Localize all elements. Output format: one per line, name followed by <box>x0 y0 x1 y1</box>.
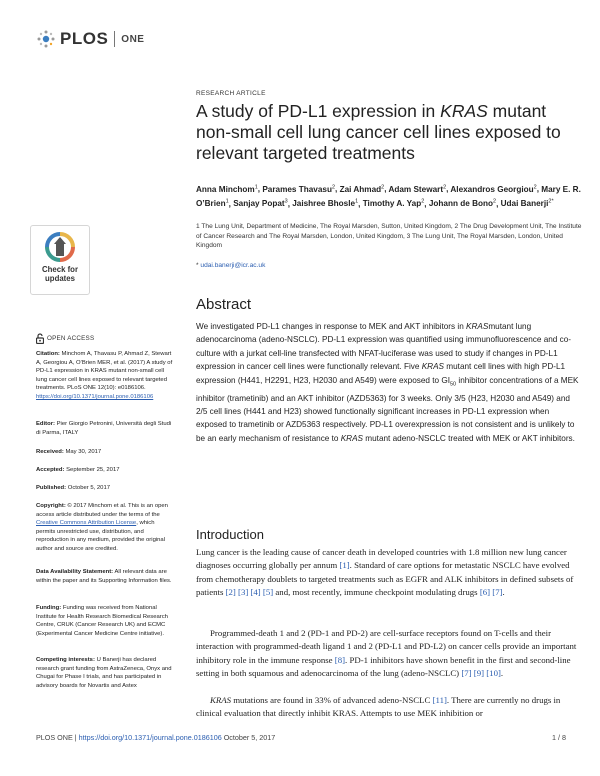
plos-logo-icon <box>36 29 56 49</box>
citation-ref[interactable]: [11] <box>432 695 447 705</box>
open-access-label: OPEN ACCESS <box>36 333 94 344</box>
citation-ref[interactable]: [8] <box>334 654 346 665</box>
citation-ref[interactable]: [2] [3] [4] [5] <box>225 587 274 598</box>
author-affiliation-marker: 2 <box>533 184 537 190</box>
check-for-updates-label: Check for updates <box>42 265 78 283</box>
author-affiliation-marker: 2 <box>493 198 497 205</box>
competing-interests-block: Competing interests: U Banerji has declared research grant funding from AstraZeneca, Onyx and Chugai for Phase I trials, and has participated in advisory boards for Novartis and Astex <box>36 657 172 689</box>
article-type: RESEARCH ARTICLE <box>196 90 266 97</box>
footer-doi-link[interactable]: https://doi.org/10.1371/journal.pone.0186106 <box>78 733 222 742</box>
author-affiliation-marker: 3 <box>284 198 288 205</box>
intro-paragraph-1: Lung cancer is the leading cause of cancer death in developed countries with 1.8 million new lung cancer diagnoses occurring globally per annum [1]. Standard of care options for metastatic NSCLC have evolved from chemotherapy doublets to targeted treatments such as EGFR and ALK inhibitors in defined subsets of patients [2] [3] [4] [5] and, most recently, immune checkpoint modulating drugs [6] [7]. <box>196 547 574 598</box>
author-affiliation-marker: 2* <box>548 198 554 205</box>
page-footer <box>36 733 566 742</box>
author-affiliation-marker: 2 <box>331 184 336 190</box>
logo-plos-text: PLOS <box>60 29 109 48</box>
published-date: Published: October 5, 2017 <box>36 485 110 491</box>
intro-paragraph-3: KRAS mutations are found in 33% of advanced adeno-NSCLC [11]. There are currently no drugs in clinical evaluation that directly inhibit KRAS. Attempts to use MEK inhibition or <box>196 695 561 719</box>
author-name: Adam Stewart$^2$ <box>388 184 447 194</box>
citation-doi-link[interactable]: https://doi.org/10.1371/journal.pone.0186106 <box>36 393 154 400</box>
plos-one-logo[interactable] <box>36 28 144 50</box>
author-name: Parames Thavasu$^2$ <box>262 184 336 194</box>
article-title: A study of PD-L1 expression in KRAS mutant non-small cell lung cancer cell lines exposed to relevant targeted treatments <box>196 101 561 163</box>
citation-ref[interactable]: [1] <box>339 560 350 571</box>
author-list: Anna Minchom$^1$, Parames Thavasu$^2$, Zai Ahmad$^2$, Adam Stewart$^2$, Alexandros Georgiou$^2$, Mary E. R. O’Brien$^1$, Sanjay Popat$^3$, Jaishree Bhosle$^1$, Timothy A. Yap$^2$, Johann de Bono$^2$, Udai Banerji$^{2*}$ <box>196 184 581 209</box>
author-name: Jaishree Bhosle$^1$ <box>292 198 359 209</box>
data-availability-block: Data Availability Statement: All relevant data are within the paper and its Supporting Information files. <box>36 569 172 584</box>
editor-block: Editor: Pier Giorgio Petronini, Università degli Studi di Parma, ITALY <box>36 421 172 436</box>
corresponding-email[interactable]: * udai.banerji@icr.ac.uk <box>196 262 266 269</box>
author-name: Sanjay Popat$^3$ <box>233 198 288 209</box>
affiliations: 1 The Lung Unit, Department of Medicine, The Royal Marsden, Sutton, United Kingdom, 2 The Drug Development Unit, The Institute of Cancer Research and The Royal Marsden, London, United Kingdom, 3 The Lung Unit, The Royal Marsden, London, United Kingdom <box>196 223 582 249</box>
author-name: Mary E. R. O’Brien$^1$ <box>196 184 581 209</box>
abstract-heading: Abstract <box>196 296 252 313</box>
accepted-date: Accepted: September 25, 2017 <box>36 467 120 473</box>
citation-ref[interactable]: [7] [9] [10] <box>461 668 501 679</box>
logo-one-text: ONE <box>121 33 145 45</box>
author-name: Zai Ahmad$^2$ <box>339 184 385 194</box>
author-name: Udai Banerji$^{2*}$ <box>500 198 554 209</box>
page-number: 1 / 8 <box>552 733 566 742</box>
logo-divider <box>114 31 115 47</box>
author-name: Johann de Bono$^2$ <box>428 198 497 209</box>
abstract-text: We investigated PD-L1 changes in response to MEK and AKT inhibitors in KRASmutant lung adenocarcinoma (adeno-NSCLC). PD-L1 expression was quantified using immunofluorescence and co-culture with a jurkat cell-line transfected with NFAT-luciferase was used to study if changes in PD-L1 expression in cancer cell lines were functionally relevant. Five KRAS mutant cell lines with high PD-L1 expression (H441, H2291, H23, H2030 and A549) were exposed to $GI_{50}$ inhibitor concentrations of a MEK inhibitor (trametinib) and an AKT inhibitor (AZD5363) for 3 weeks. Only 3/5 (H23, H2030 and A549) and 2/5 cell lines (H441 and H23) showed functionally significant increases in PD-L1 expression when exposed to trametinib or AZD5363 respectively. PD-L1 overexpression is not consistent and is unlikely to be an early mechanism of resistance to KRAS mutant adeno-NSCLC treated with MEK or AKT inhibitors. <box>196 322 579 443</box>
citation-ref[interactable]: [6] [7] <box>479 587 503 598</box>
received-date: Received: May 30, 2017 <box>36 449 102 455</box>
author-affiliation-marker: 1 <box>225 198 229 205</box>
author-name: Timothy A. Yap$^2$ <box>362 198 425 209</box>
copyright-block: Copyright: © 2017 Minchom et al. This is an open access article distributed under the terms of the Creative Commons Attribution License, which permits unrestricted use, distribution, and reproduction in any medium, provided the original author and source are credited. <box>36 503 168 552</box>
intro-paragraph-2: Programmed-death 1 and 2 (PD-1 and PD-2) are cell-surface receptors found on T-cells and their interaction with programmed-death ligand 1 and 2 (PD-L1 and PD-L2) on cancer cells provide an important inhibitory role in the immune response [8]. PD-1 inhibitors have shown benefit in the first and second-line setting in both squamous and adenocarcinoma of the lung (adeno-NSCLC) [7] [9] [10]. <box>196 628 577 679</box>
check-for-updates-icon <box>45 232 75 264</box>
author-name: Anna Minchom$^1$ <box>196 184 258 194</box>
author-affiliation-marker: 2 <box>443 184 447 190</box>
citation-block: Citation: Minchom A, Thavasu P, Ahmad Z, Stewart A, Georgiou A, O’Brien MER, et al. (2017) A study of PD-L1 expression in KRAS mutant non-small cell lung cancer cell lines exposed to relevant targeted treatments. PLoS ONE 12(10): e0186106. https://doi.org/10.1371/journal.pone.0186106 <box>36 351 173 400</box>
author-affiliation-marker: 1 <box>254 184 258 190</box>
author-name: Alexandros Georgiou$^2$ <box>450 184 537 194</box>
introduction-heading: Introduction <box>196 527 264 542</box>
funding-block: Funding: Funding was received from National Institute for Health Research Biomedical Research Centre, CRUK (Cancer Research UK) and ECMC (Experimental Cancer Medicine Centre initiative). <box>36 605 168 637</box>
author-affiliation-marker: 1 <box>355 198 359 205</box>
author-affiliation-marker: 2 <box>381 184 385 190</box>
cc-license-link[interactable]: Creative Commons Attribution License <box>36 520 137 527</box>
footer-citation: PLOS ONE | https://doi.org/10.1371/journal.pone.0186106 October 5, 2017 <box>36 733 276 742</box>
check-for-updates-badge[interactable] <box>30 225 90 295</box>
author-affiliation-marker: 2 <box>421 198 425 205</box>
open-lock-icon <box>36 333 44 344</box>
